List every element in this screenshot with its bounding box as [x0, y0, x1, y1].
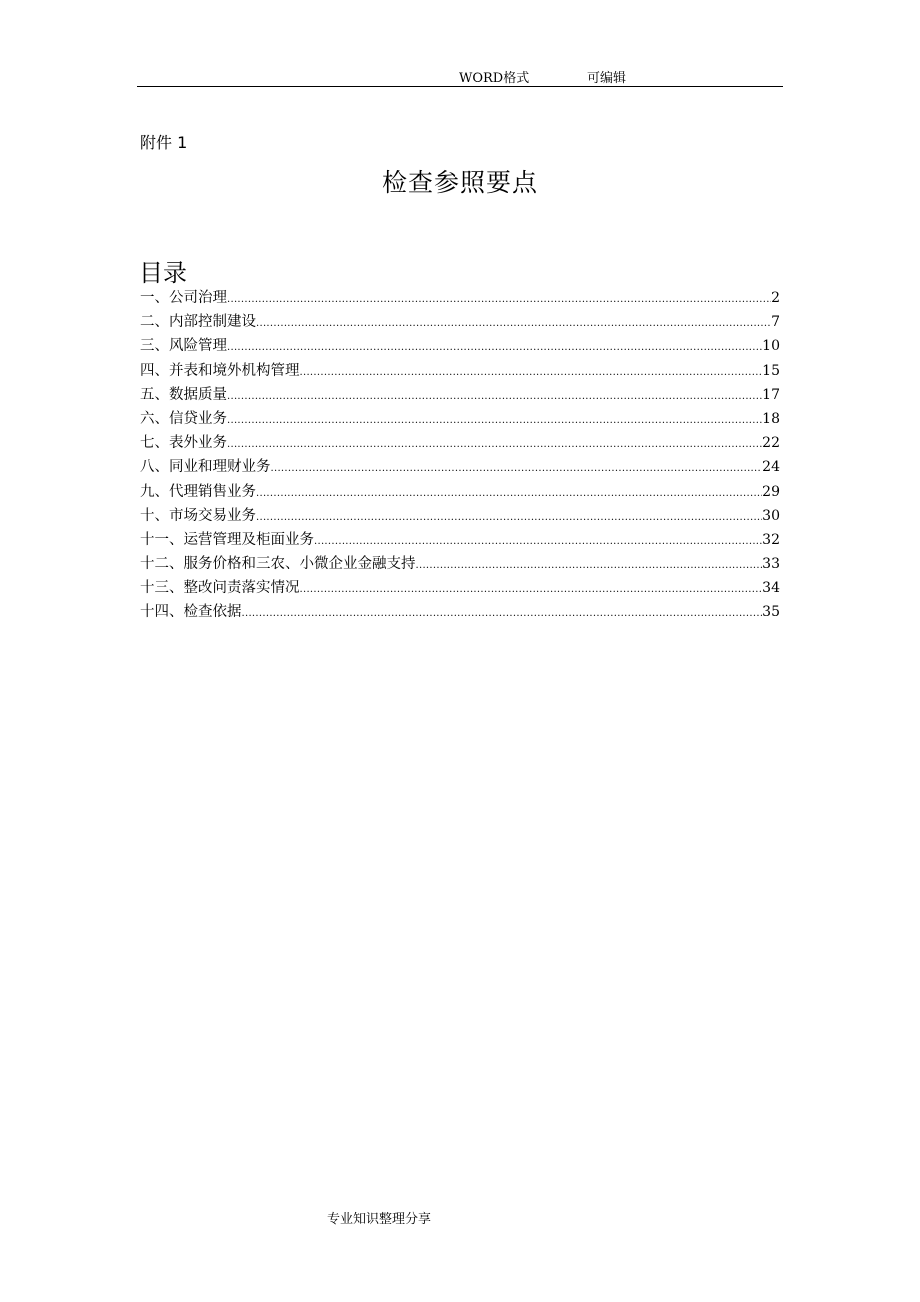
toc-entry-page-number: 18 [762, 410, 780, 427]
toc-entry-label: 七、表外业务 [140, 435, 227, 452]
page-header [137, 62, 783, 87]
toc-dot-leader [227, 415, 762, 426]
attachment-label: 附件 1 [140, 133, 188, 152]
toc-entry-label: 八、同业和理财业务 [140, 459, 271, 476]
toc-entry-label: 一、公司治理 [140, 290, 227, 306]
table-of-contents [140, 286, 780, 625]
toc-entry-label: 五、数据质量 [140, 386, 227, 403]
toc-entry-page-number: 15 [762, 362, 780, 379]
toc-entry-label: 九、代理销售业务 [140, 483, 256, 500]
toc-dot-leader [256, 512, 762, 523]
header-editable-label: 可编辑 [587, 71, 627, 86]
toc-dot-leader [227, 391, 762, 402]
toc-entry[interactable] [140, 504, 780, 528]
toc-entry-page-number: 33 [762, 556, 780, 573]
toc-entry-label: 十四、检查依据 [140, 604, 242, 621]
document-title: 检查参照要点 [381, 168, 538, 197]
toc-dot-leader [227, 294, 771, 305]
toc-entry[interactable] [140, 383, 780, 407]
toc-entry[interactable] [140, 286, 780, 310]
toc-entry-label: 四、并表和境外机构管理 [140, 362, 300, 379]
toc-dot-leader [416, 560, 763, 571]
toc-dot-leader [314, 536, 762, 547]
toc-entry[interactable] [140, 576, 780, 600]
toc-entry-label: 十二、服务价格和三农、小微企业金融支持 [140, 556, 416, 573]
toc-entry-page-number: 7 [771, 314, 780, 331]
toc-entry[interactable] [140, 334, 780, 358]
toc-entry-page-number: 35 [762, 604, 780, 621]
toc-entry-page-number: 2 [771, 290, 780, 306]
toc-entry[interactable] [140, 600, 780, 624]
toc-entry-page-number: 22 [762, 435, 780, 452]
toc-entry[interactable] [140, 528, 780, 552]
toc-dot-leader [242, 608, 763, 619]
toc-entry-label: 二、内部控制建设 [140, 314, 256, 331]
toc-dot-leader [227, 342, 762, 353]
toc-dot-leader [271, 463, 763, 474]
toc-entry[interactable] [140, 480, 780, 504]
toc-entry-page-number: 34 [762, 580, 780, 597]
toc-entry-label: 三、风险管理 [140, 338, 227, 355]
toc-dot-leader [300, 584, 763, 595]
toc-dot-leader [256, 318, 771, 329]
toc-entry[interactable] [140, 359, 780, 383]
toc-entry-page-number: 10 [762, 338, 780, 355]
toc-dot-leader [300, 367, 763, 378]
page-footer: 专业知识整理分享 [327, 1212, 432, 1227]
header-format-label: WORD格式 [459, 71, 530, 86]
toc-entry-label: 六、信贷业务 [140, 410, 227, 427]
toc-entry[interactable] [140, 310, 780, 334]
toc-dot-leader [227, 439, 762, 450]
toc-entry[interactable] [140, 431, 780, 455]
toc-entry[interactable] [140, 407, 780, 431]
toc-entry-page-number: 32 [762, 531, 780, 548]
toc-entry-label: 十、市场交易业务 [140, 507, 256, 524]
toc-entry[interactable] [140, 455, 780, 479]
toc-entry-page-number: 30 [762, 507, 780, 524]
toc-heading: 目录 [139, 259, 187, 287]
toc-entry-page-number: 29 [762, 483, 780, 500]
toc-entry-label: 十一、运营管理及柜面业务 [140, 531, 314, 548]
toc-dot-leader [256, 488, 762, 499]
toc-entry-page-number: 24 [762, 459, 780, 476]
toc-entry-page-number: 17 [762, 386, 780, 403]
toc-entry-label: 十三、整改问责落实情况 [140, 580, 300, 597]
toc-entry[interactable] [140, 552, 780, 576]
